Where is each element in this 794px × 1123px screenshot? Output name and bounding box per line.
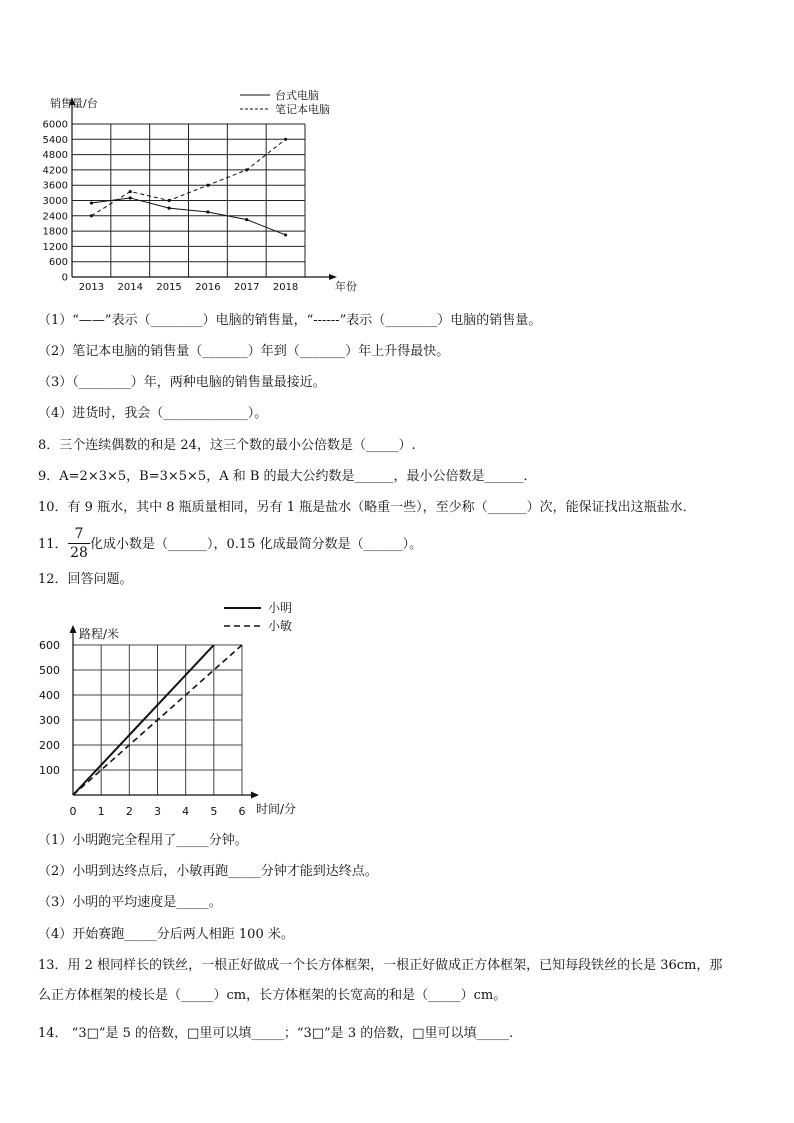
- data-point: [284, 233, 287, 236]
- x-tick-label: 3: [154, 805, 161, 818]
- y-tick-label: 4200: [42, 165, 68, 177]
- x-axis-title: 时间/分: [256, 802, 297, 816]
- data-point: [90, 214, 93, 217]
- data-point: [167, 199, 170, 202]
- data-point: [129, 190, 132, 193]
- data-point: [90, 201, 93, 204]
- y-tick-label: 400: [39, 689, 60, 702]
- x-tick-label: 2: [125, 805, 133, 818]
- q12-part4: （4）开始赛跑_____分后两人相距 100 米。: [38, 927, 294, 942]
- data-point: [206, 210, 209, 213]
- fraction-numerator: 7: [68, 525, 90, 544]
- question-11-prefix: 11．: [38, 537, 68, 552]
- x-axis-arrow: [251, 792, 259, 799]
- question-10: 10．有 9 瓶水，其中 8 瓶质量相同，另有 1 瓶是盐水（略重一些），至少称（______）次，能保证找出这瓶盐水．: [38, 500, 696, 515]
- fraction-denominator: 28: [70, 545, 88, 561]
- y-tick-label: 3600: [42, 180, 68, 192]
- sales-chart-svg: [40, 82, 360, 297]
- question-8: 8．三个连续偶数的和是 24，这三个数的最小公倍数是（_____）.: [38, 438, 416, 453]
- legend-label: 台式电脑: [275, 89, 319, 102]
- q7-part2: （2）笔记本电脑的销售量（_______）年到（_______）年上升得最快。: [38, 344, 450, 359]
- q12-part1: （1）小明跑完全程用了_____分钟。: [38, 833, 248, 848]
- x-tick-label: 2016: [195, 282, 221, 293]
- y-tick-label: 5400: [42, 134, 68, 146]
- question-14: 14． “3□”是 5 的倍数，□里可以填_____；“3□”是 3 的倍数，□里可以填_____.: [38, 1026, 514, 1041]
- question-13-line2: 么正方体框架的棱长是（_____）cm，长方体框架的长宽高的和是（_____）cm。: [38, 988, 507, 1003]
- x-axis-title: 年份: [335, 280, 357, 293]
- y-axis-title: 路程/米: [79, 627, 120, 641]
- y-axis-arrow: [70, 625, 77, 633]
- question-12-title: 12．回答问题。: [38, 572, 133, 587]
- data-point: [206, 184, 209, 187]
- y-tick-label: 200: [39, 739, 60, 752]
- question-13-line1: 13．用 2 根同样长的铁丝，一根正好做成一个长方体框架，一根正好做成正方体框架，已知每段铁丝的长是 36cm，那: [38, 958, 723, 973]
- y-tick-label: 300: [39, 714, 60, 727]
- y-axis-title: 销售量/台: [50, 97, 98, 110]
- y-tick-label: 600: [48, 257, 68, 269]
- sales-line-chart: [40, 82, 360, 297]
- x-tick-label: 6: [238, 805, 246, 818]
- legend-label: 笔记本电脑: [275, 103, 330, 116]
- x-tick-label: 0: [69, 805, 77, 818]
- x-tick-label: 5: [210, 805, 218, 818]
- x-tick-label: 2014: [117, 282, 143, 293]
- data-point: [245, 168, 248, 171]
- data-point: [129, 196, 132, 199]
- x-tick-label: 2018: [272, 282, 299, 293]
- y-tick-label: 6000: [42, 119, 68, 131]
- x-tick-label: 4: [182, 805, 190, 818]
- x-tick-label: 2013: [78, 282, 105, 293]
- x-tick-label: 2015: [156, 282, 182, 293]
- fraction-7-28: [68, 525, 90, 562]
- y-tick-label: 3000: [42, 196, 68, 207]
- data-point: [167, 207, 170, 210]
- y-tick-label: 0: [61, 272, 68, 284]
- legend-label: 小敏: [268, 619, 293, 633]
- x-tick-label: 1: [97, 805, 105, 818]
- data-point: [245, 218, 248, 221]
- question-11-text: 化成小数是（______），0.15 化成最简分数是（______）。: [90, 537, 423, 552]
- question-9: 9．A=2×3×5，B=3×5×5，A 和 B 的最大公约数是______，最小公倍数是______．: [38, 469, 537, 484]
- data-point: [284, 138, 287, 141]
- y-tick-label: 1800: [42, 226, 68, 238]
- race-line-chart: [36, 598, 326, 823]
- q7-part4: （4）进货时，我会（_____________）。: [38, 406, 268, 421]
- q7-part3: （3）（________）年，两种电脑的销售量最接近。: [38, 375, 326, 390]
- q12-part3: （3）小明的平均速度是_____。: [38, 895, 222, 910]
- y-tick-label: 600: [39, 639, 60, 652]
- y-tick-label: 1200: [42, 241, 68, 253]
- y-tick-label: 2400: [42, 211, 68, 223]
- legend-label: 小明: [268, 601, 293, 615]
- y-tick-label: 500: [39, 664, 60, 677]
- race-chart-svg: [36, 598, 326, 823]
- q7-part1: （1）“——”表示（________）电脑的销售量，“------”表示（________）电脑的销售量。: [38, 313, 542, 328]
- x-tick-label: 2017: [234, 282, 260, 293]
- q12-part2: （2）小明到达终点后，小敏再跑_____分钟才能到达终点。: [38, 864, 378, 879]
- y-tick-label: 4800: [42, 150, 68, 162]
- y-tick-label: 100: [39, 764, 60, 777]
